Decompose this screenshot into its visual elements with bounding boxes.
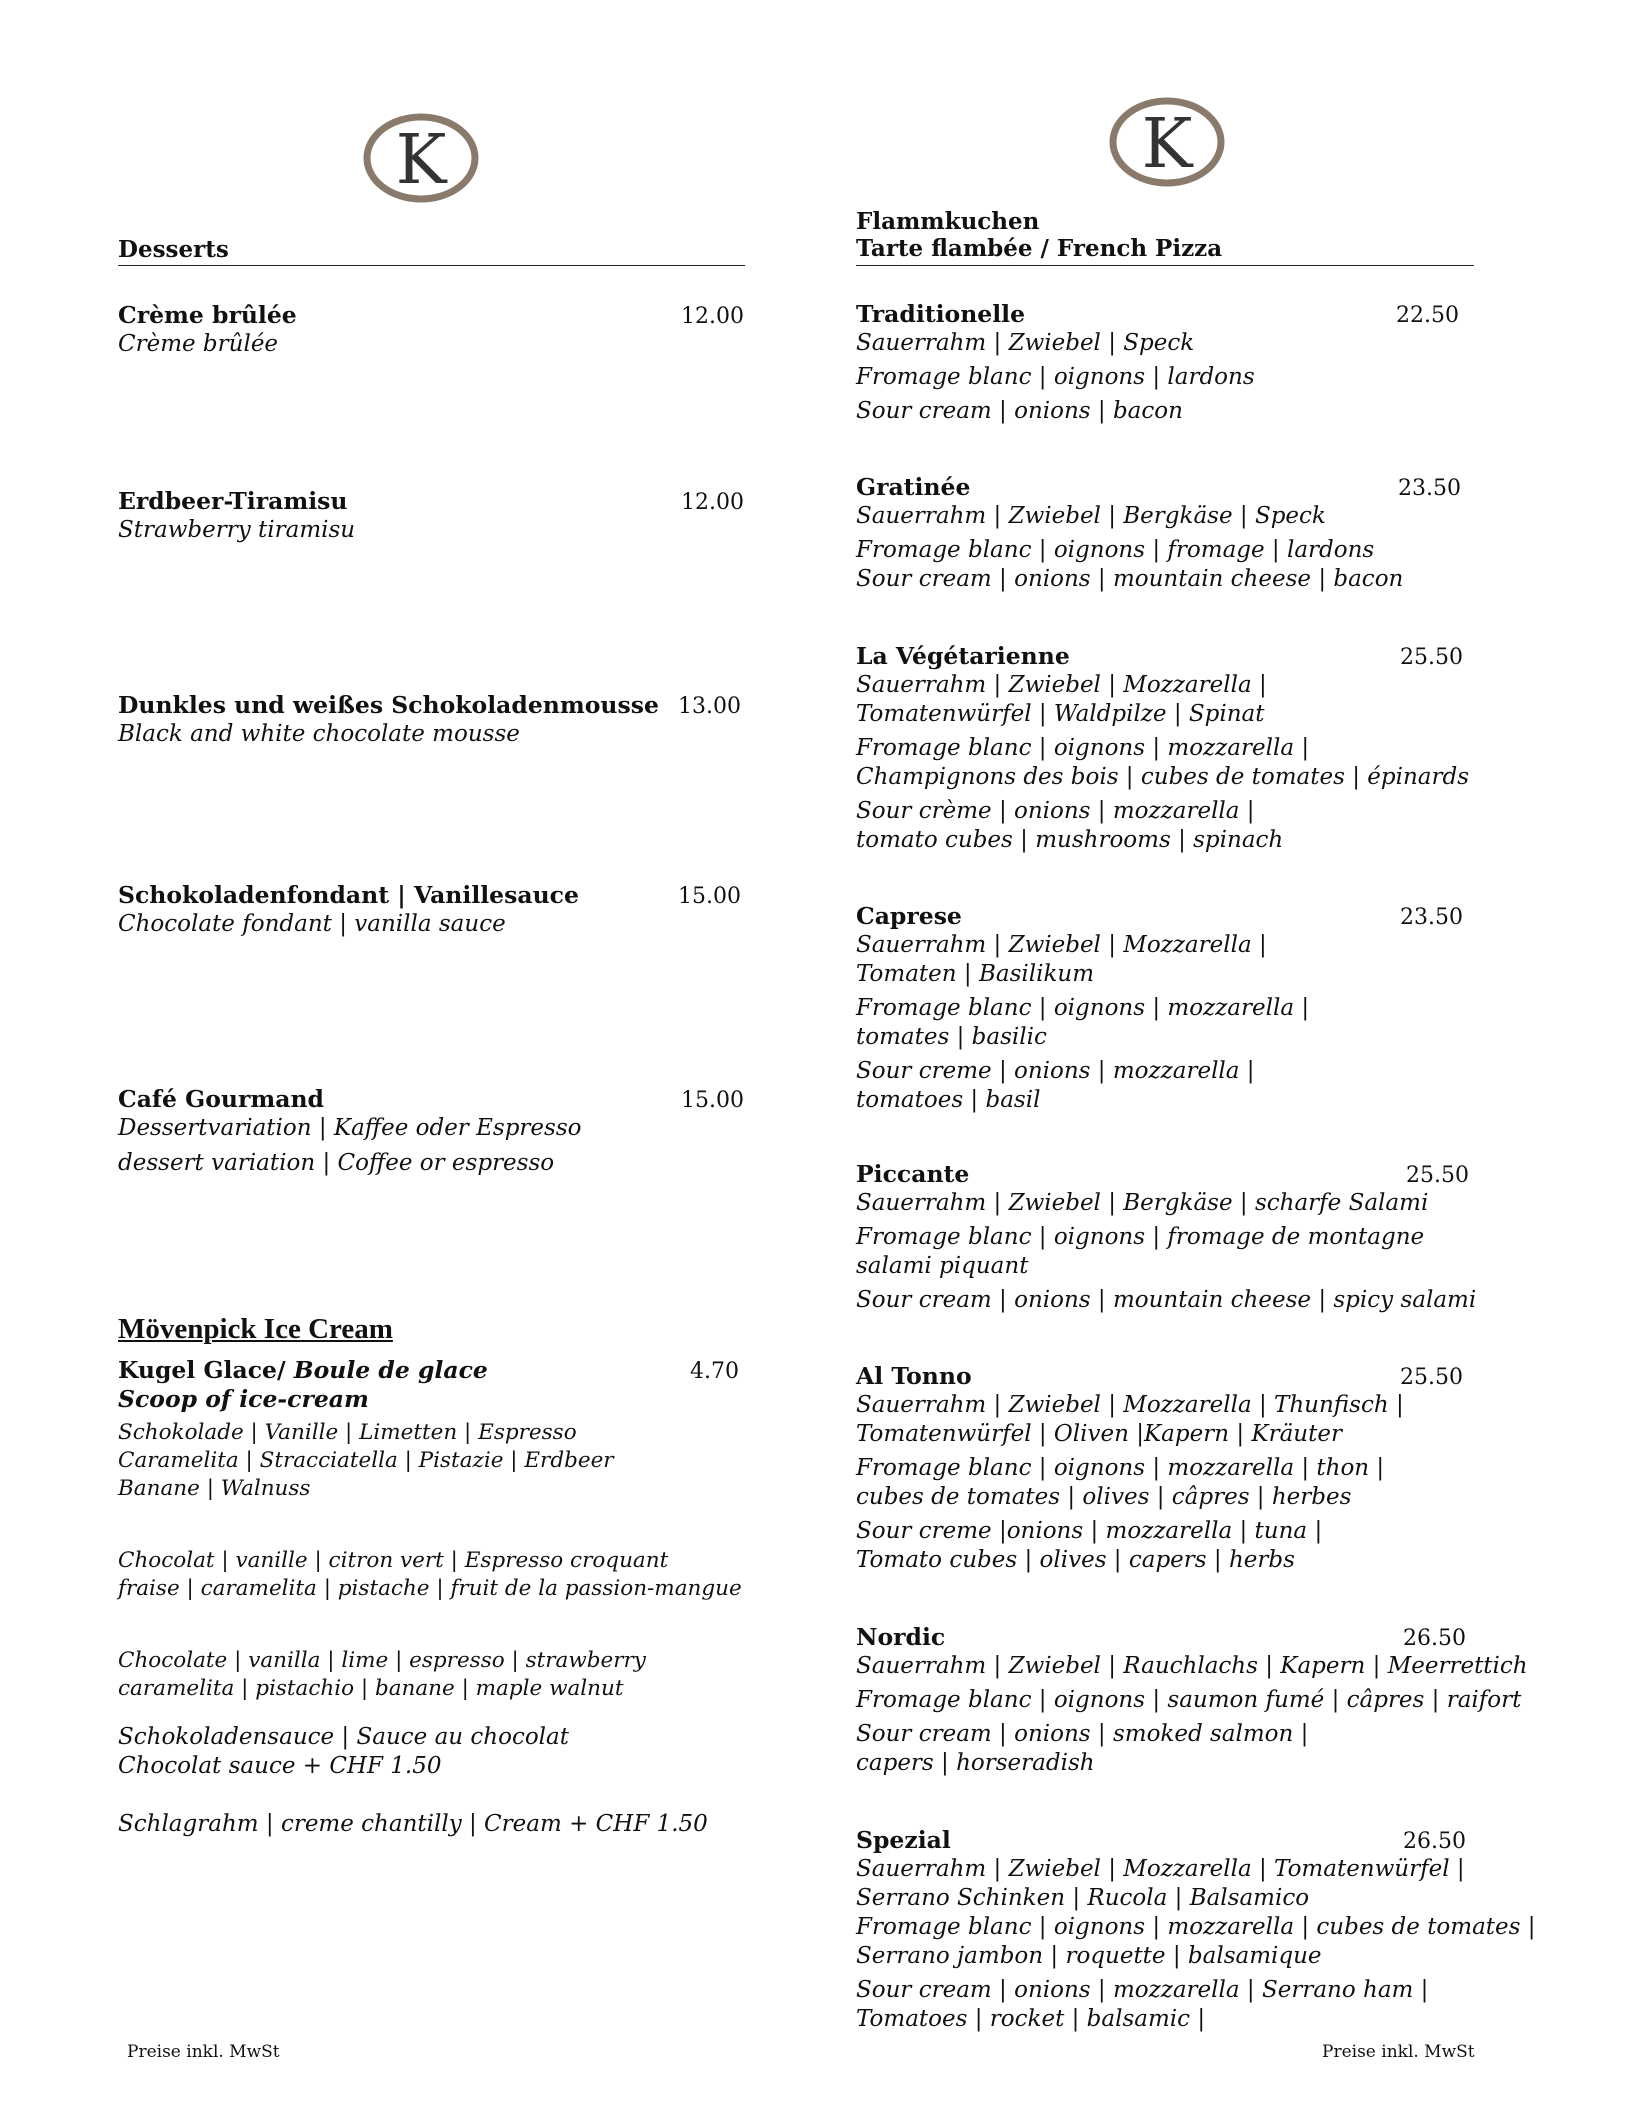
flavour-line: Schokolade | Vanille | Limetten | Espresso bbox=[118, 1420, 577, 1445]
header-line: Flammkuchen bbox=[856, 208, 1040, 235]
item-description: salami piquant bbox=[856, 1253, 1029, 1279]
item-name: Crème brûlée bbox=[118, 301, 297, 329]
item-price: 26.50 bbox=[1403, 1829, 1466, 1854]
item-price: 22.50 bbox=[1396, 303, 1459, 328]
item-price: 12.00 bbox=[681, 490, 744, 515]
item-description: Fromage blanc | oignons | saumon fumé | câpres | raifort bbox=[856, 1687, 1522, 1713]
item-description: Strawberry tiramisu bbox=[118, 517, 356, 543]
flammkuchen-item bbox=[856, 642, 1469, 855]
item-description: Sauerrahm | Zwiebel | Mozzarella | bbox=[856, 932, 1267, 958]
flammkuchen-item bbox=[856, 1160, 1476, 1315]
item-description: tomates | basilic bbox=[856, 1024, 1047, 1050]
item-name: Kugel Glace/ bbox=[118, 1356, 286, 1384]
item-description: Sour creme | onions | mozzarella | bbox=[856, 1058, 1255, 1084]
item-price: 13.00 bbox=[678, 694, 741, 719]
dessert-item bbox=[118, 691, 659, 749]
item-price: 23.50 bbox=[1398, 476, 1461, 501]
item-description: Champignons des bois | cubes de tomates | épinards bbox=[856, 764, 1470, 790]
flavour-line: Chocolate | vanilla | lime | espresso | strawberry bbox=[118, 1648, 646, 1673]
item-name: Traditionelle bbox=[856, 300, 1026, 328]
item-price: 15.00 bbox=[678, 884, 741, 909]
flavour-line: Banane | Walnuss bbox=[118, 1476, 311, 1501]
item-description: cubes de tomates | olives | câpres | herbes bbox=[856, 1484, 1352, 1510]
header-line: Tarte flambée / French Pizza bbox=[856, 235, 1223, 262]
k-monogram-icon bbox=[360, 108, 482, 208]
item-description: dessert variation | Coffee or espresso bbox=[118, 1150, 555, 1176]
item-description: Fromage blanc | oignons | fromage de montagne bbox=[856, 1224, 1425, 1250]
flammkuchen-item bbox=[856, 902, 1309, 1115]
item-name: Dunkles und weißes Schokoladenmousse bbox=[118, 691, 659, 719]
header-divider bbox=[118, 265, 745, 266]
cream-line: Schlagrahm | creme chantilly | Cream + CHF 1.50 bbox=[118, 1811, 708, 1837]
item-price: 25.50 bbox=[1400, 645, 1463, 670]
item-description: Sauerrahm | Zwiebel | Mozzarella | bbox=[856, 672, 1267, 698]
logo-right bbox=[1106, 92, 1228, 192]
item-price: 23.50 bbox=[1400, 905, 1463, 930]
header-divider bbox=[856, 265, 1474, 266]
sauce-line: Chocolat sauce + CHF 1.50 bbox=[118, 1753, 442, 1779]
item-name: Caprese bbox=[856, 902, 962, 930]
item-name-en: Scoop of ice-cream bbox=[118, 1385, 369, 1413]
item-description: tomatoes | basil bbox=[856, 1087, 1041, 1113]
dessert-item bbox=[118, 487, 355, 545]
k-monogram-icon bbox=[1106, 92, 1228, 192]
item-description: Black and white chocolate mousse bbox=[118, 721, 520, 747]
flammkuchen-header bbox=[856, 208, 1222, 262]
flammkuchen-item bbox=[856, 473, 1403, 594]
dessert-item bbox=[118, 301, 297, 359]
item-description: Fromage blanc | oignons | mozzarella | bbox=[856, 735, 1310, 761]
svg-text:K: K bbox=[395, 121, 447, 200]
flavour-line: caramelita | pistachio | banane | maple walnut bbox=[118, 1676, 624, 1701]
item-description: Serrano Schinken | Rucola | Balsamico bbox=[856, 1885, 1310, 1911]
item-price: 4.70 bbox=[690, 1359, 739, 1384]
item-description: Sauerrahm | Zwiebel | Bergkäse | scharfe Salami bbox=[856, 1190, 1429, 1216]
flammkuchen-item bbox=[856, 1362, 1404, 1575]
item-name: Gratinée bbox=[856, 473, 971, 501]
dessert-item bbox=[118, 881, 579, 939]
ice-cream-item bbox=[118, 1356, 742, 1839]
item-price: 12.00 bbox=[681, 304, 744, 329]
item-description: Tomatenwürfel | Oliven |Kapern | Kräuter bbox=[856, 1421, 1342, 1447]
dessert-item bbox=[118, 1085, 582, 1178]
footer-note: Preise inkl. MwSt bbox=[1322, 2042, 1475, 2062]
item-description: Sour cream | onions | mountain cheese | spicy salami bbox=[856, 1287, 1477, 1313]
item-description: Dessertvariation | Kaffee oder Espresso bbox=[118, 1115, 582, 1141]
item-name: Spezial bbox=[856, 1826, 951, 1854]
item-description: Fromage blanc | oignons | lardons bbox=[856, 364, 1255, 390]
flammkuchen-item bbox=[856, 1826, 1536, 2034]
item-description: Tomatoes | rocket | balsamic | bbox=[856, 2006, 1206, 2032]
item-description: Sauerrahm | Zwiebel | Rauchlachs | Kapern | Meerrettich bbox=[856, 1653, 1528, 1679]
item-name: Nordic bbox=[856, 1623, 946, 1651]
item-name: Al Tonno bbox=[856, 1362, 972, 1390]
item-description: Sauerrahm | Zwiebel | Mozzarella | Thunfisch | bbox=[856, 1392, 1404, 1418]
item-description: Sour cream | onions | mountain cheese | bacon bbox=[856, 566, 1404, 592]
item-description: Tomatenwürfel | Waldpilze | Spinat bbox=[856, 701, 1265, 727]
item-description: Serrano jambon | roquette | balsamique bbox=[856, 1943, 1322, 1969]
logo-left bbox=[360, 108, 482, 208]
item-name: La Végétarienne bbox=[856, 642, 1070, 670]
item-description: Chocolate fondant | vanilla sauce bbox=[118, 911, 506, 937]
item-description: Sour crème | onions | mozzarella | bbox=[856, 798, 1255, 824]
flavour-line: Caramelita | Stracciatella | Pistazie | Erdbeer bbox=[118, 1448, 614, 1473]
item-price: 15.00 bbox=[681, 1088, 744, 1113]
item-price: 25.50 bbox=[1406, 1163, 1469, 1188]
flammkuchen-item bbox=[856, 300, 1255, 426]
item-description: tomato cubes | mushrooms | spinach bbox=[856, 827, 1284, 853]
item-name: Café Gourmand bbox=[118, 1085, 324, 1113]
item-description: Sour cream | onions | smoked salmon | bbox=[856, 1721, 1309, 1747]
flavour-line: Chocolat | vanille | citron vert | Espresso croquant bbox=[118, 1548, 669, 1573]
item-description: Fromage blanc | oignons | fromage | lardons bbox=[856, 537, 1375, 563]
item-description: Fromage blanc | oignons | mozzarella | thon | bbox=[856, 1455, 1385, 1481]
item-description: Tomato cubes | olives | capers | herbs bbox=[856, 1547, 1295, 1573]
item-description: Crème brûlée bbox=[118, 331, 279, 357]
item-name: Erdbeer-Tiramisu bbox=[118, 487, 348, 515]
item-name-fr: Boule de glace bbox=[293, 1356, 488, 1384]
item-description: Sauerrahm | Zwiebel | Bergkäse | Speck bbox=[856, 503, 1326, 529]
item-description: Sauerrahm | Zwiebel | Speck bbox=[856, 330, 1195, 356]
item-name: Piccante bbox=[856, 1160, 970, 1188]
item-description: Sour cream | onions | mozzarella | Serrano ham | bbox=[856, 1977, 1429, 2003]
item-description: capers | horseradish bbox=[856, 1750, 1095, 1776]
desserts-header: Desserts bbox=[118, 236, 229, 263]
footer-note: Preise inkl. MwSt bbox=[127, 2042, 280, 2062]
item-description: Sauerrahm | Zwiebel | Mozzarella | Tomatenwürfel | bbox=[856, 1856, 1465, 1882]
sauce-line: Schokoladensauce | Sauce au chocolat bbox=[118, 1724, 569, 1750]
item-name: Schokoladenfondant | Vanillesauce bbox=[118, 881, 579, 909]
item-description: Sour creme |onions | mozzarella | tuna | bbox=[856, 1518, 1323, 1544]
item-price: 25.50 bbox=[1400, 1365, 1463, 1390]
item-price: 26.50 bbox=[1403, 1626, 1466, 1651]
item-description: Fromage blanc | oignons | mozzarella | bbox=[856, 995, 1310, 1021]
svg-text:K: K bbox=[1141, 105, 1193, 184]
flavour-line: fraise | caramelita | pistache | fruit de la passion-mangue bbox=[118, 1576, 742, 1601]
item-description: Sour cream | onions | bacon bbox=[856, 398, 1183, 424]
item-description: Tomaten | Basilikum bbox=[856, 961, 1095, 987]
ice-cream-heading: Mövenpick Ice Cream bbox=[118, 1313, 393, 1345]
item-description: Fromage blanc | oignons | mozzarella | cubes de tomates | bbox=[856, 1914, 1536, 1940]
